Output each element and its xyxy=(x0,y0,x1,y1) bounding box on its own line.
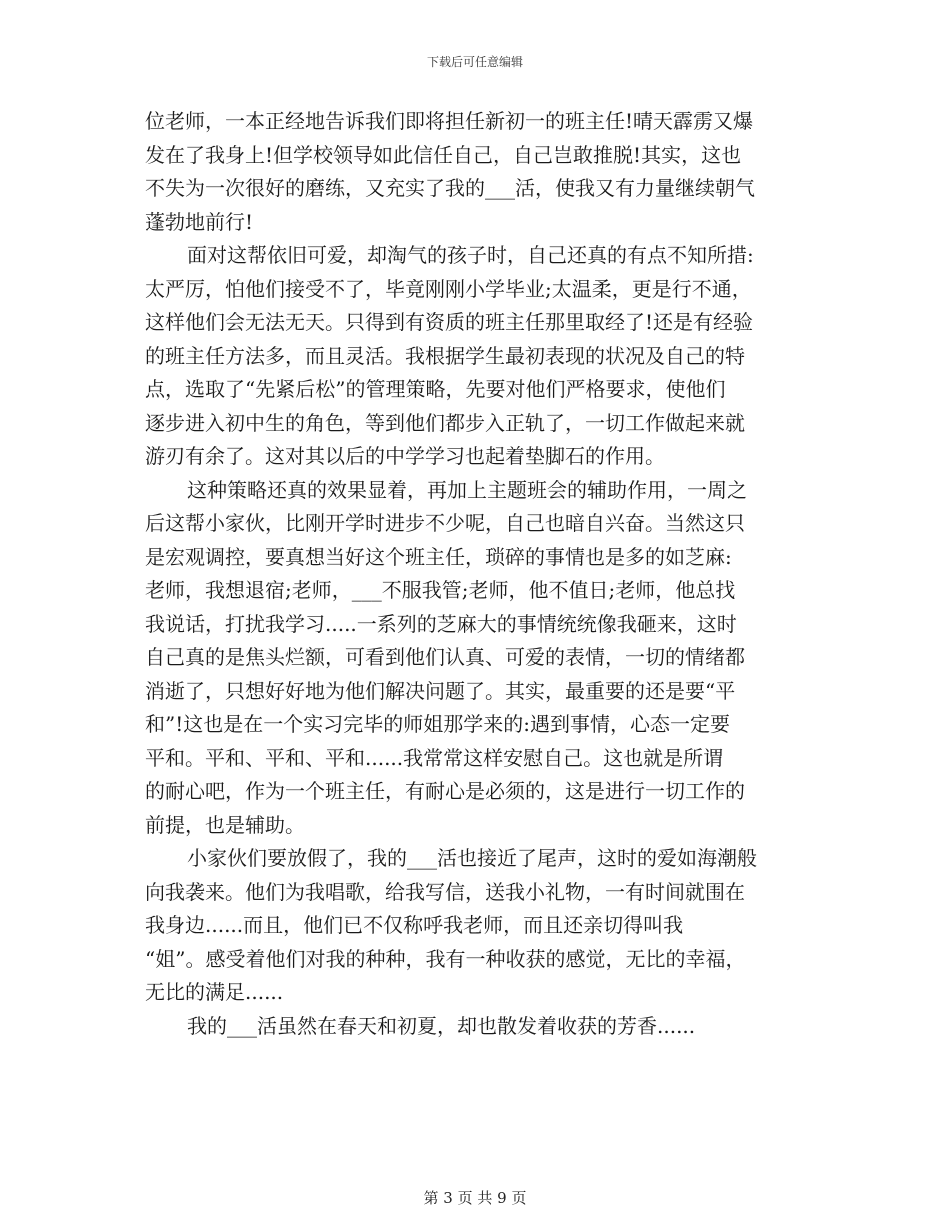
text-line: 发在了我身上!但学校领导如此信任自己，自己岂敢推脱!其实，这也 xyxy=(145,142,742,167)
page-footer: 第 3 页 共 9 页 xyxy=(423,1189,527,1207)
text-line: 太严厉，怕他们接受不了，毕竟刚刚小学毕业;太温柔，更是行不通， xyxy=(145,276,752,301)
text-line: 是宏观调控，要真想当好这个班主任，琐碎的事情也是多的如芝麻: xyxy=(145,544,732,569)
text-line: 的耐心吧，作为一个班主任，有耐心是必须的，这是进行一切工作的 xyxy=(145,779,745,803)
text-line: 游刃有余了。这对其以后的中学学习也起着垫脚石的作用。 xyxy=(145,444,665,468)
text-line: 这样他们会无法无天。只得到有资质的班主任那里取经了!还是有经验 xyxy=(145,310,754,334)
text-line: 小家伙们要放假了，我的___活也接近了尾声，这时的爱如海潮般 xyxy=(187,846,757,870)
text-line: 我说话，打扰我学习.....一系列的芝麻大的事情统统像我砸来，这时 xyxy=(145,611,737,636)
text-line: 自己真的是焦头烂额，可看到他们认真、可爱的表情，一切的情绪都 xyxy=(145,645,745,669)
text-line: 面对这帮依旧可爱，却淘气的孩子时，自己还真的有点不知所措: xyxy=(187,243,754,267)
text-line: 位老师，一本正经地告诉我们即将担任新初一的班主任!晴天霹雳又爆 xyxy=(145,109,754,133)
text-line: 平和。平和、平和、平和......我常常这样安慰自己。这也就是所谓 xyxy=(145,745,724,770)
text-line: 我的___活虽然在春天和初夏，却也散发着收获的芳香...... xyxy=(187,1013,696,1038)
text-line: 不失为一次很好的磨练，又充实了我的___活，使我又有力量继续朝气 xyxy=(145,176,755,200)
text-line: 无比的满足...... xyxy=(145,980,284,1004)
text-line: 后这帮小家伙，比刚开学时进步不少呢，自己也暗自兴奋。当然这只 xyxy=(145,511,745,535)
document-body xyxy=(145,105,810,1043)
text-line: 向我袭来。他们为我唱歌，给我写信，送我小礼物，一有时间就围在 xyxy=(145,879,745,904)
text-line: 蓬勃地前行! xyxy=(145,209,254,234)
text-line: 我身边......而且，他们已不仅称呼我老师，而且还亲切得叫我 xyxy=(145,913,684,937)
text-line: 这种策略还真的效果显着，再加上主题班会的辅助作用，一周之 xyxy=(187,477,747,502)
text-line: 的班主任方法多，而且灵活。我根据学生最初表现的状况及自己的特 xyxy=(145,343,745,368)
text-line: 前提，也是辅助。 xyxy=(145,812,305,837)
text-line: “姐”。感受着他们对我的种种，我有一种收获的感觉，无比的幸福， xyxy=(145,946,746,971)
text-line: 老师，我想退宿;老师，___不服我管;老师，他不值日;老师，他总找 xyxy=(145,578,736,602)
page-header: 下载后可任意编辑 xyxy=(426,55,523,69)
text-line: 和”!这也是在一个实习完毕的师姐那学来的:遇到事情，心态一定要 xyxy=(145,712,730,736)
text-line: 消逝了，只想好好地为他们解决问题了。其实，最重要的还是要“平 xyxy=(145,678,736,703)
text-line: 逐步进入初中生的角色，等到他们都步入正轨了，一切工作做起来就 xyxy=(145,410,745,435)
text-line: 点，选取了“先紧后松”的管理策略，先要对他们严格要求，使他们 xyxy=(145,377,726,401)
